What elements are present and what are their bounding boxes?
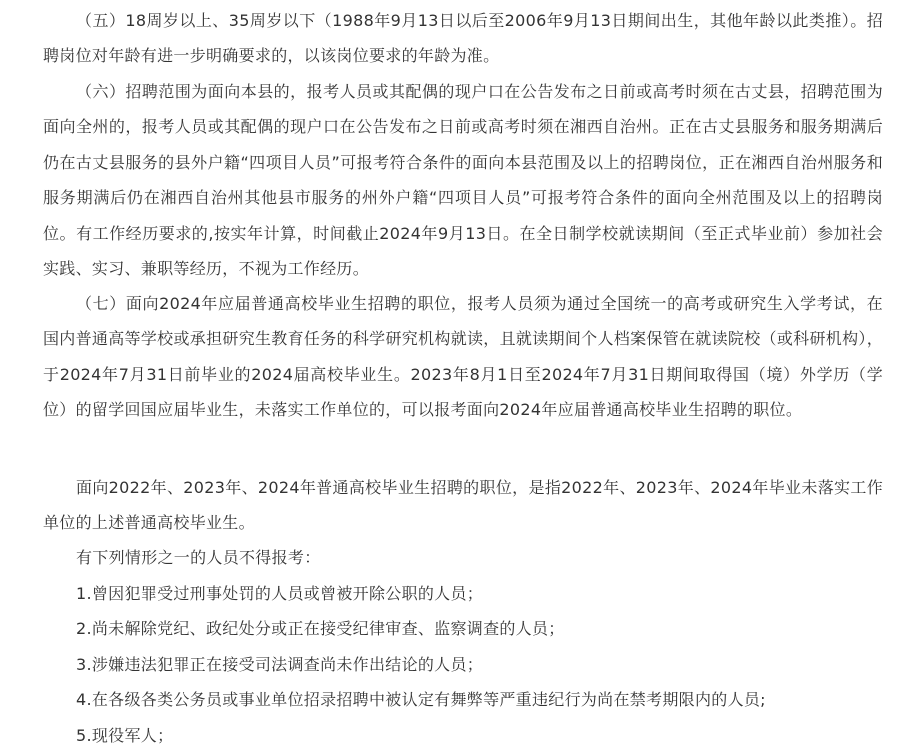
paragraph-exclusions-intro: 有下列情形之一的人员不得报考：	[76, 548, 321, 567]
list-item-exclusion-2: 2.尚未解除党纪、政纪处分或正在接受纪律审查、监察调查的人员；	[76, 619, 565, 638]
paragraph-fresh-graduates: （七）面向2024年应届普通高校毕业生招聘的职位，报考人员须为通过全国统一的高考或研究生入学考试，在国内普通高等学校或承担研究生教育任务的科学研究机构就读，且就读期间个人档案保管在就读院校（或科研机构），于2024年7月31日前毕业的2024届高校毕业生。2023年8月1日至2024年7月31日期间取得国（境）外学历（学位）的留学回国应届毕业生，未落实工作单位的，可以报考面向2024年应届普通高校毕业生招聘的职位。	[43, 294, 883, 420]
list-item-exclusion-1: 1.曾因犯罪受过刑事处罚的人员或曾被开除公职的人员；	[76, 584, 484, 603]
paragraph-recruitment-scope: （六）招聘范围为面向本县的，报考人员或其配偶的现户口在公告发布之日前或高考时须在古丈县，招聘范围为面向全州的，报考人员或其配偶的现户口在公告发布之日前或高考时须在湘西自治州。正在古丈县服务和服务期满后仍在古丈县服务的县外户籍“四项目人员”可报考符合条件的面向本县范围及以上的招聘岗位，正在湘西自治州服务和服务期满后仍在湘西自治州其他县市服务的州外户籍“四项目人员”可报考符合条件的面向全州范围及以上的招聘岗位。有工作经历要求的,按实年计算，时间截止2024年9月13日。在全日制学校就读期间（至正式毕业前）参加社会实践、实习、兼职等经历，不视为工作经历。	[43, 82, 883, 279]
paragraph-graduate-definition: 面向2022年、2023年、2024年普通高校毕业生招聘的职位，是指2022年、2023年、2024年毕业未落实工作单位的上述普通高校毕业生。	[43, 478, 883, 533]
list-item-exclusion-5: 5.现役军人；	[76, 726, 174, 745]
list-item-exclusion-4: 4.在各级各类公务员或事业单位招录招聘中被认定有舞弊等严重违纪行为尚在禁考期限内的人员;	[76, 690, 766, 709]
list-item-exclusion-3: 3.涉嫌违法犯罪正在接受司法调查尚未作出结论的人员；	[76, 655, 484, 674]
paragraph-age-requirement: （五）18周岁以上、35周岁以下（1988年9月13日以后至2006年9月13日期间出生，其他年龄以此类推）。招聘岗位对年龄有进一步明确要求的，以该岗位要求的年龄为准。	[43, 11, 883, 66]
